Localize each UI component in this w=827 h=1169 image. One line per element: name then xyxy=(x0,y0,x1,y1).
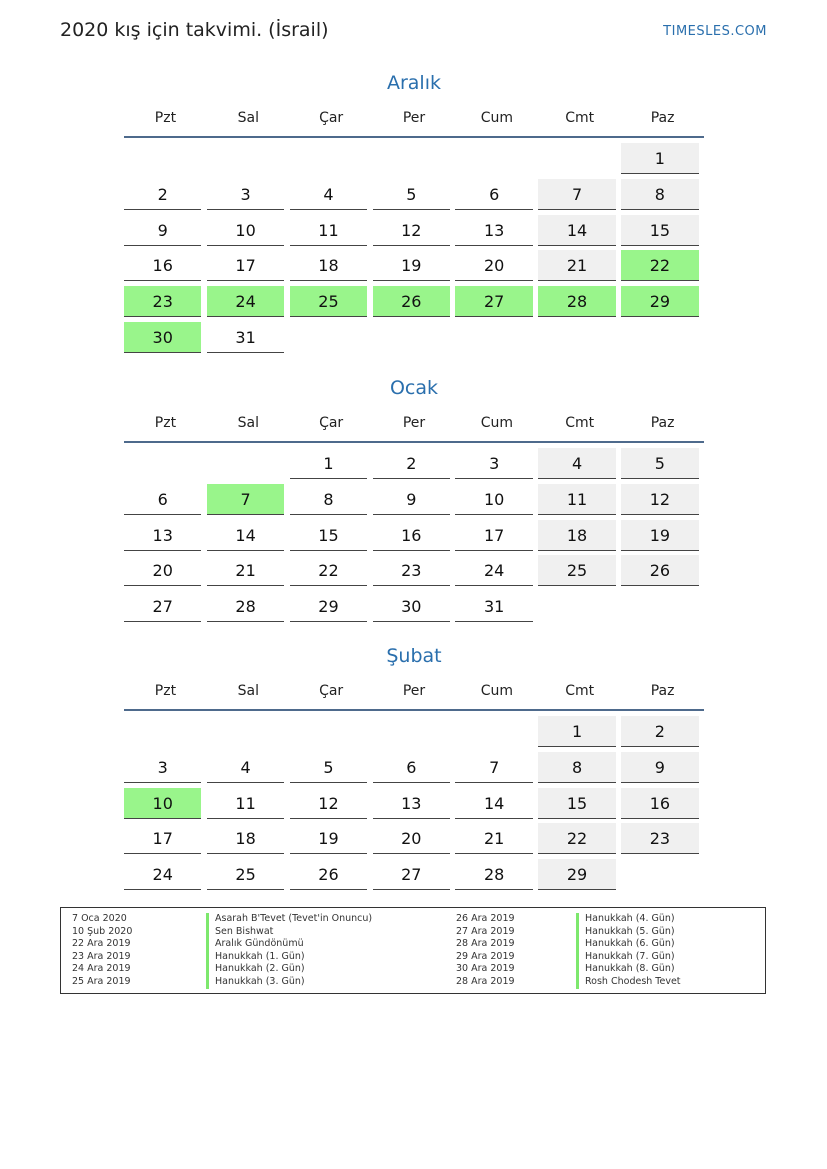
day-cell[interactable]: 28 xyxy=(207,591,284,622)
day-cell[interactable]: 18 xyxy=(207,823,284,854)
day-cell[interactable]: 28 xyxy=(538,286,615,317)
day-cell[interactable]: 26 xyxy=(621,555,698,586)
weekday-header xyxy=(124,681,704,711)
day-cell[interactable]: 7 xyxy=(538,179,615,210)
day-cell[interactable]: 22 xyxy=(538,823,615,854)
day-cell[interactable]: 15 xyxy=(538,788,615,819)
day-cell[interactable]: 24 xyxy=(455,555,532,586)
empty-cell xyxy=(373,322,450,353)
legend-date: 28 Ara 2019 xyxy=(456,938,515,950)
legend-holiday-name: Aralık Gündönümü xyxy=(206,938,446,951)
empty-cell xyxy=(538,322,615,353)
week-row xyxy=(124,752,704,788)
day-cell[interactable]: 12 xyxy=(373,215,450,246)
day-cell[interactable]: 14 xyxy=(207,520,284,551)
page-title: 2020 kış için takvimi. (İsrail) xyxy=(60,19,329,41)
empty-cell xyxy=(455,716,532,747)
weekday-label: Sal xyxy=(237,415,259,431)
day-cell[interactable]: 27 xyxy=(373,859,450,890)
week-row xyxy=(124,179,704,215)
day-cell[interactable]: 24 xyxy=(207,286,284,317)
month-title: Şubat xyxy=(386,645,442,667)
day-cell[interactable]: 8 xyxy=(538,752,615,783)
empty-cell xyxy=(373,143,450,174)
week-row xyxy=(124,215,704,251)
day-cell[interactable]: 26 xyxy=(290,859,367,890)
weekday-label: Per xyxy=(402,110,426,126)
week-row xyxy=(124,143,704,179)
week-row xyxy=(124,286,704,322)
weekday-header xyxy=(124,413,704,443)
legend-row xyxy=(61,938,765,951)
day-cell[interactable]: 2 xyxy=(124,179,201,210)
weekday-label: Çar xyxy=(319,110,344,126)
day-cell[interactable]: 2 xyxy=(373,448,450,479)
weekday-label: Pzt xyxy=(154,110,177,126)
empty-cell xyxy=(538,143,615,174)
day-cell[interactable]: 16 xyxy=(373,520,450,551)
legend-date: 25 Ara 2019 xyxy=(72,975,131,987)
day-cell[interactable]: 14 xyxy=(538,215,615,246)
month-title: Aralık xyxy=(386,72,441,94)
legend-holiday-name: Rosh Chodesh Tevet xyxy=(576,976,681,989)
day-cell[interactable]: 11 xyxy=(207,788,284,819)
day-cell[interactable]: 13 xyxy=(455,215,532,246)
day-cell[interactable]: 21 xyxy=(455,823,532,854)
day-cell[interactable]: 13 xyxy=(373,788,450,819)
day-cell[interactable]: 2 xyxy=(621,716,698,747)
month-december xyxy=(124,70,704,358)
legend-date: 24 Ara 2019 xyxy=(72,963,131,975)
day-cell[interactable]: 12 xyxy=(290,788,367,819)
day-cell[interactable]: 13 xyxy=(124,520,201,551)
weekday-label: Paz xyxy=(650,683,675,699)
day-cell[interactable]: 30 xyxy=(373,591,450,622)
day-cell[interactable]: 9 xyxy=(373,484,450,515)
legend-row xyxy=(61,951,765,964)
day-cell[interactable]: 29 xyxy=(538,859,615,890)
month-january xyxy=(124,375,704,627)
day-cell[interactable]: 17 xyxy=(455,520,532,551)
day-cell[interactable]: 17 xyxy=(124,823,201,854)
day-cell[interactable]: 18 xyxy=(290,250,367,281)
empty-cell xyxy=(124,143,201,174)
day-cell[interactable]: 4 xyxy=(207,752,284,783)
day-cell[interactable]: 8 xyxy=(290,484,367,515)
day-cell[interactable]: 25 xyxy=(207,859,284,890)
weekday-label: Sal xyxy=(237,110,259,126)
day-cell[interactable]: 16 xyxy=(621,788,698,819)
legend-holiday-name: Hanukkah (2. Gün) xyxy=(206,963,446,976)
day-cell[interactable]: 17 xyxy=(207,250,284,281)
weekday-label: Cmt xyxy=(565,110,595,126)
legend-holiday-name: Asarah B'Tevet (Tevet'in Onuncu) xyxy=(206,913,446,926)
empty-cell xyxy=(455,322,532,353)
weekday-label: Cum xyxy=(480,110,514,126)
day-cell[interactable]: 5 xyxy=(373,179,450,210)
week-row xyxy=(124,322,704,358)
day-cell[interactable]: 22 xyxy=(290,555,367,586)
day-cell[interactable]: 5 xyxy=(621,448,698,479)
day-cell[interactable]: 27 xyxy=(455,286,532,317)
day-cell[interactable]: 18 xyxy=(538,520,615,551)
legend-date: 22 Ara 2019 xyxy=(72,938,131,950)
day-cell[interactable]: 4 xyxy=(290,179,367,210)
legend-holiday-name: Hanukkah (8. Gün) xyxy=(576,963,675,976)
day-cell[interactable]: 16 xyxy=(124,250,201,281)
day-cell[interactable]: 24 xyxy=(124,859,201,890)
day-cell[interactable]: 3 xyxy=(207,179,284,210)
day-cell[interactable]: 7 xyxy=(455,752,532,783)
day-cell[interactable]: 11 xyxy=(538,484,615,515)
legend-date: 30 Ara 2019 xyxy=(456,963,515,975)
day-cell[interactable]: 15 xyxy=(290,520,367,551)
day-cell[interactable]: 6 xyxy=(373,752,450,783)
legend-holiday-name: Sen Bishwat xyxy=(206,926,446,939)
weekday-label: Paz xyxy=(650,110,675,126)
day-cell[interactable]: 20 xyxy=(124,555,201,586)
empty-cell xyxy=(207,143,284,174)
month-title: Ocak xyxy=(389,377,439,399)
day-cell[interactable]: 30 xyxy=(124,322,201,353)
day-cell[interactable]: 3 xyxy=(124,752,201,783)
day-cell[interactable]: 11 xyxy=(290,215,367,246)
brand-logo[interactable]: TIMESLES.COM xyxy=(663,24,767,39)
day-cell[interactable]: 1 xyxy=(290,448,367,479)
legend-date: 28 Ara 2019 xyxy=(456,975,515,987)
day-cell[interactable]: 19 xyxy=(621,520,698,551)
legend-row xyxy=(61,926,765,939)
week-row xyxy=(124,788,704,824)
week-row xyxy=(124,823,704,859)
week-row xyxy=(124,716,704,752)
day-cell[interactable]: 20 xyxy=(455,250,532,281)
empty-cell xyxy=(538,591,615,622)
legend-date: 7 Oca 2020 xyxy=(72,913,127,924)
day-cell[interactable]: 6 xyxy=(124,484,201,515)
day-cell[interactable]: 7 xyxy=(207,484,284,515)
weekday-label: Per xyxy=(402,683,426,699)
legend-date: 10 Şub 2020 xyxy=(72,925,133,937)
legend-date: 29 Ara 2019 xyxy=(456,950,515,962)
day-cell[interactable]: 29 xyxy=(290,591,367,622)
day-cell[interactable]: 8 xyxy=(621,179,698,210)
day-cell[interactable]: 4 xyxy=(538,448,615,479)
day-cell[interactable]: 1 xyxy=(538,716,615,747)
week-row xyxy=(124,484,704,520)
week-row xyxy=(124,591,704,627)
day-cell[interactable]: 22 xyxy=(621,250,698,281)
day-grid xyxy=(124,716,704,895)
empty-cell xyxy=(290,143,367,174)
week-row xyxy=(124,250,704,286)
day-cell[interactable]: 9 xyxy=(124,215,201,246)
day-cell[interactable]: 27 xyxy=(124,591,201,622)
day-cell[interactable]: 23 xyxy=(621,823,698,854)
legend-holiday-name: Hanukkah (5. Gün) xyxy=(576,926,675,939)
day-cell[interactable]: 6 xyxy=(455,179,532,210)
day-cell[interactable]: 10 xyxy=(455,484,532,515)
day-cell[interactable]: 15 xyxy=(621,215,698,246)
empty-cell xyxy=(290,716,367,747)
weekday-label: Cum xyxy=(480,415,514,431)
day-cell[interactable]: 9 xyxy=(621,752,698,783)
weekday-label: Cmt xyxy=(565,683,595,699)
legend-holiday-name: Hanukkah (7. Gün) xyxy=(576,951,675,964)
day-cell[interactable]: 10 xyxy=(124,788,201,819)
empty-cell xyxy=(124,448,201,479)
legend-holiday-name: Hanukkah (4. Gün) xyxy=(576,913,675,926)
legend-row xyxy=(61,913,765,926)
legend-holiday-name: Hanukkah (6. Gün) xyxy=(576,938,675,951)
day-cell[interactable]: 26 xyxy=(373,286,450,317)
day-cell[interactable]: 20 xyxy=(373,823,450,854)
month-february xyxy=(124,643,704,895)
empty-cell xyxy=(455,143,532,174)
day-cell[interactable]: 31 xyxy=(455,591,532,622)
empty-cell xyxy=(373,716,450,747)
weekday-label: Pzt xyxy=(154,683,177,699)
weekday-label: Paz xyxy=(650,415,675,431)
day-cell[interactable]: 21 xyxy=(207,555,284,586)
legend-date: 27 Ara 2019 xyxy=(456,925,515,937)
day-grid xyxy=(124,143,704,358)
legend-date: 26 Ara 2019 xyxy=(456,913,515,924)
day-grid xyxy=(124,448,704,627)
week-row xyxy=(124,520,704,556)
day-cell[interactable]: 10 xyxy=(207,215,284,246)
empty-cell xyxy=(621,859,698,890)
legend-row xyxy=(61,976,765,989)
empty-cell xyxy=(621,591,698,622)
day-cell[interactable]: 23 xyxy=(373,555,450,586)
week-row xyxy=(124,448,704,484)
weekday-header xyxy=(124,108,704,138)
day-cell[interactable]: 1 xyxy=(621,143,698,174)
weekday-label: Cmt xyxy=(565,415,595,431)
empty-cell xyxy=(290,322,367,353)
day-cell[interactable]: 31 xyxy=(207,322,284,353)
weekday-label: Cum xyxy=(480,683,514,699)
day-cell[interactable]: 21 xyxy=(538,250,615,281)
day-cell[interactable]: 3 xyxy=(455,448,532,479)
day-cell[interactable]: 5 xyxy=(290,752,367,783)
day-cell[interactable]: 23 xyxy=(124,286,201,317)
week-row xyxy=(124,555,704,591)
empty-cell xyxy=(621,322,698,353)
day-cell[interactable]: 28 xyxy=(455,859,532,890)
weekday-label: Çar xyxy=(319,683,344,699)
day-cell[interactable]: 19 xyxy=(373,250,450,281)
weekday-label: Sal xyxy=(237,683,259,699)
weekday-label: Çar xyxy=(319,415,344,431)
legend-holiday-name: Hanukkah (1. Gün) xyxy=(206,951,446,964)
day-cell[interactable]: 25 xyxy=(290,286,367,317)
day-cell[interactable]: 19 xyxy=(290,823,367,854)
week-row xyxy=(124,859,704,895)
day-cell[interactable]: 12 xyxy=(621,484,698,515)
day-cell[interactable]: 25 xyxy=(538,555,615,586)
day-cell[interactable]: 29 xyxy=(621,286,698,317)
weekday-label: Per xyxy=(402,415,426,431)
empty-cell xyxy=(124,716,201,747)
legend-date: 23 Ara 2019 xyxy=(72,950,131,962)
day-cell[interactable]: 14 xyxy=(455,788,532,819)
holiday-legend xyxy=(60,907,766,994)
empty-cell xyxy=(207,448,284,479)
legend-holiday-name: Hanukkah (3. Gün) xyxy=(206,976,446,989)
empty-cell xyxy=(207,716,284,747)
legend-row xyxy=(61,963,765,976)
weekday-label: Pzt xyxy=(154,415,177,431)
